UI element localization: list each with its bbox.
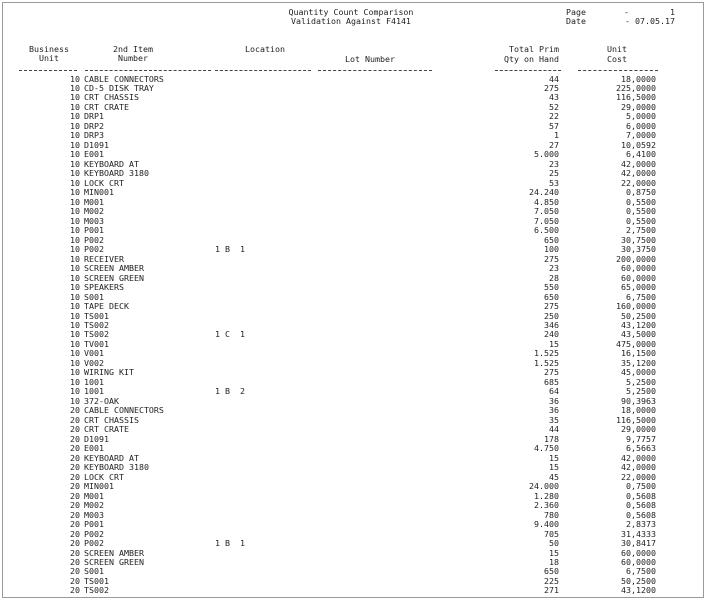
unit-cost-cell: 0,5500 [626,215,656,226]
business-unit-cell: 10 [70,101,80,112]
business-unit-cell: 10 [70,139,80,150]
item-number-cell: V002 [84,357,104,368]
business-unit-cell: 10 [70,272,80,283]
unit-cost-cell: 42,0000 [621,452,656,463]
item-number-cell: TS002 [84,329,109,340]
qty-on-hand-cell: 225 [544,575,559,586]
location-cell: 1 C 1 [215,329,245,340]
business-unit-cell: 10 [70,187,80,198]
qty-on-hand-cell: 44 [549,424,559,435]
item-number-cell: TS002 [84,585,109,596]
item-number-cell: CABLE CONNECTORS [84,405,164,416]
table-row [3,226,703,235]
unit-cost-cell: 6,5663 [626,443,656,454]
item-number-cell: LOCK CRT [84,177,124,188]
table-row [3,217,703,226]
col-business-unit-line2: Unit [39,53,59,63]
qty-on-hand-cell: 5.000 [534,149,559,160]
business-unit-cell: 20 [70,509,80,520]
unit-cost-cell: 90,3963 [621,395,656,406]
unit-cost-cell: 2,7500 [626,225,656,236]
item-number-cell: CRT CRATE [84,424,129,435]
qty-on-hand-cell: 15 [549,462,559,473]
unit-cost-cell: 5,2500 [626,386,656,397]
business-unit-cell: 20 [70,538,80,549]
business-unit-cell: 20 [70,424,80,435]
table-row [3,530,703,539]
qty-on-hand-cell: 4.850 [534,196,559,207]
table-row [3,283,703,292]
business-unit-cell: 10 [70,196,80,207]
qty-on-hand-cell: 57 [549,120,559,131]
item-number-cell: 1001 [84,376,104,387]
qty-on-hand-cell: 4.750 [534,443,559,454]
unit-cost-cell: 7,0000 [626,130,656,141]
qty-on-hand-cell: 9.400 [534,519,559,530]
business-unit-cell: 20 [70,405,80,416]
table-row [3,558,703,567]
item-number-cell: TS002 [84,319,109,330]
item-number-cell: RECEIVER [84,253,124,264]
qty-on-hand-cell: 650 [544,291,559,302]
unit-cost-cell: 60,0000 [621,263,656,274]
unit-cost-cell: 160,0000 [616,301,656,312]
business-unit-cell: 20 [70,575,80,586]
unit-cost-cell: 0,5500 [626,206,656,217]
qty-on-hand-cell: 15 [549,547,559,558]
item-number-cell: P002 [84,538,104,549]
item-number-cell: MIN001 [84,187,114,198]
item-number-cell: DRP1 [84,111,104,122]
business-unit-cell: 10 [70,206,80,217]
business-unit-cell: 20 [70,566,80,577]
table-row [3,520,703,529]
business-unit-cell: 10 [70,376,80,387]
item-number-cell: SCREEN AMBER [84,263,144,274]
table-row [3,349,703,358]
item-number-cell: SPEAKERS [84,282,124,293]
qty-on-hand-cell: 780 [544,509,559,520]
unit-cost-cell: 35,1200 [621,357,656,368]
qty-on-hand-cell: 24.240 [529,187,559,198]
unit-cost-cell: 6,4100 [626,149,656,160]
col-cost-line1: Unit [607,44,627,54]
unit-cost-cell: 6,7500 [626,291,656,302]
item-number-cell: P002 [84,234,104,245]
unit-cost-cell: 42,0000 [621,462,656,473]
unit-cost-cell: 65,0000 [621,282,656,293]
item-number-cell: M003 [84,215,104,226]
qty-on-hand-cell: 100 [544,244,559,255]
business-unit-cell: 10 [70,111,80,122]
business-unit-cell: 20 [70,519,80,530]
table-row [3,340,703,349]
item-number-cell: CRT CHASSIS [84,414,139,425]
business-unit-cell: 10 [70,395,80,406]
item-number-cell: MIN001 [84,481,114,492]
item-number-cell: M002 [84,206,104,217]
business-unit-cell: 10 [70,149,80,160]
qty-on-hand-cell: 23 [549,158,559,169]
page-number: 1 [670,7,675,17]
qty-on-hand-cell: 240 [544,329,559,340]
unit-cost-cell: 6,7500 [626,566,656,577]
qty-on-hand-cell: 1.525 [534,357,559,368]
qty-on-hand-cell: 178 [544,433,559,444]
item-number-cell: LOCK CRT [84,471,124,482]
table-row [3,492,703,501]
business-unit-cell: 10 [70,282,80,293]
col-cost-line2: Cost [607,54,627,64]
qty-on-hand-cell: 550 [544,282,559,293]
item-number-cell: KEYBOARD 3180 [84,168,149,179]
col-lot-number: Lot Number [345,54,395,64]
qty-on-hand-cell: 7.050 [534,206,559,217]
item-number-cell: P002 [84,244,104,255]
unit-cost-cell: 30,3750 [621,244,656,255]
unit-cost-cell: 200,0000 [616,253,656,264]
business-unit-cell: 10 [70,348,80,359]
business-unit-cell: 20 [70,556,80,567]
col-qty-line2: Qty on Hand [504,54,559,64]
unit-cost-cell: 0,8750 [626,187,656,198]
business-unit-cell: 10 [70,177,80,188]
item-number-cell: TS001 [84,310,109,321]
qty-on-hand-cell: 1 [554,130,559,141]
unit-cost-cell: 50,2500 [621,575,656,586]
item-number-cell: E001 [84,443,104,454]
item-number-cell: P002 [84,528,104,539]
table-row [3,198,703,207]
qty-on-hand-cell: 36 [549,405,559,416]
unit-cost-cell: 0,5608 [626,490,656,501]
table-row [3,586,703,595]
business-unit-cell: 20 [70,433,80,444]
unit-cost-cell: 42,0000 [621,168,656,179]
item-number-cell: CRT CHASSIS [84,92,139,103]
business-unit-cell: 10 [70,386,80,397]
item-number-cell: KEYBOARD AT [84,452,139,463]
item-number-cell: KEYBOARD 3180 [84,462,149,473]
item-number-cell: CABLE CONNECTORS [84,73,164,84]
item-number-cell: TV001 [84,338,109,349]
table-row [3,482,703,491]
report-page [2,2,704,598]
business-unit-cell: 10 [70,120,80,131]
separator-cost [578,70,658,71]
item-number-cell: WIRING KIT [84,367,134,378]
unit-cost-cell: 475,0000 [616,338,656,349]
item-number-cell: CD-5 DISK TRAY [84,82,154,93]
unit-cost-cell: 30,8417 [621,538,656,549]
separator-item-number [85,70,211,71]
item-number-cell: SCREEN GREEN [84,556,144,567]
business-unit-cell: 20 [70,414,80,425]
unit-cost-cell: 225,0000 [616,82,656,93]
separator-business-unit [19,70,77,71]
unit-cost-cell: 50,2500 [621,310,656,321]
qty-on-hand-cell: 28 [549,272,559,283]
col-location: Location [245,44,285,54]
business-unit-cell: 20 [70,547,80,558]
qty-on-hand-cell: 36 [549,395,559,406]
separator-qty [495,70,561,71]
report-title: Quantity Count Comparison [288,7,414,17]
col-qty-line1: Total Prim [509,44,559,54]
qty-on-hand-cell: 35 [549,414,559,425]
unit-cost-cell: 30,7500 [621,234,656,245]
business-unit-cell: 10 [70,319,80,330]
unit-cost-cell: 0,7500 [626,481,656,492]
qty-on-hand-cell: 1.525 [534,348,559,359]
business-unit-cell: 20 [70,528,80,539]
unit-cost-cell: 6,0000 [626,120,656,131]
unit-cost-cell: 18,0000 [621,73,656,84]
unit-cost-cell: 22,0000 [621,471,656,482]
qty-on-hand-cell: 1.280 [534,490,559,501]
item-number-cell: D1091 [84,433,109,444]
qty-on-hand-cell: 15 [549,338,559,349]
location-cell: 1 B 1 [215,244,245,255]
item-number-cell: S001 [84,566,104,577]
qty-on-hand-cell: 24.000 [529,481,559,492]
unit-cost-cell: 22,0000 [621,177,656,188]
qty-on-hand-cell: 27 [549,139,559,150]
item-number-cell: M001 [84,490,104,501]
report-subtitle: Validation Against F4141 [291,16,411,26]
qty-on-hand-cell: 52 [549,101,559,112]
date-label: Date [566,16,586,26]
qty-on-hand-cell: 6.500 [534,225,559,236]
table-row [3,435,703,444]
table-row [3,188,703,197]
item-number-cell: TAPE DECK [84,301,129,312]
business-unit-cell: 10 [70,234,80,245]
table-row [3,207,703,216]
item-number-cell: SCREEN AMBER [84,547,144,558]
item-number-cell: P001 [84,225,104,236]
location-cell: 1 B 1 [215,538,245,549]
business-unit-cell: 10 [70,92,80,103]
item-number-cell: DRP2 [84,120,104,131]
item-number-cell: KEYBOARD AT [84,158,139,169]
qty-on-hand-cell: 2.360 [534,500,559,511]
table-row [3,236,703,245]
item-number-cell: V001 [84,348,104,359]
business-unit-cell: 10 [70,329,80,340]
qty-on-hand-cell: 275 [544,253,559,264]
col-item-number-line1: 2nd Item [113,44,153,54]
business-unit-cell: 20 [70,471,80,482]
unit-cost-cell: 42,0000 [621,158,656,169]
table-row [3,501,703,510]
unit-cost-cell: 43,5000 [621,329,656,340]
unit-cost-cell: 60,0000 [621,556,656,567]
item-number-cell: SCREEN GREEN [84,272,144,283]
business-unit-cell: 10 [70,158,80,169]
qty-on-hand-cell: 650 [544,566,559,577]
item-number-cell: M003 [84,509,104,520]
unit-cost-cell: 5,0000 [626,111,656,122]
qty-on-hand-cell: 44 [549,73,559,84]
business-unit-cell: 10 [70,291,80,302]
qty-on-hand-cell: 705 [544,528,559,539]
qty-on-hand-cell: 650 [544,234,559,245]
item-number-cell: P001 [84,519,104,530]
table-row [3,511,703,520]
unit-cost-cell: 43,1200 [621,319,656,330]
qty-on-hand-cell: 275 [544,301,559,312]
item-number-cell: M002 [84,500,104,511]
unit-cost-cell: 5,2500 [626,376,656,387]
qty-on-hand-cell: 53 [549,177,559,188]
unit-cost-cell: 9,7757 [626,433,656,444]
unit-cost-cell: 0,5608 [626,500,656,511]
date-value: - 07.05.17 [625,16,675,26]
col-business-unit-line1: Business [29,44,69,54]
item-number-cell: M001 [84,196,104,207]
qty-on-hand-cell: 43 [549,92,559,103]
unit-cost-cell: 31,4333 [621,528,656,539]
business-unit-cell: 10 [70,130,80,141]
item-number-cell: S001 [84,291,104,302]
separator-lot-number [318,70,432,71]
unit-cost-cell: 60,0000 [621,272,656,283]
business-unit-cell: 20 [70,585,80,596]
business-unit-cell: 10 [70,253,80,264]
table-row [3,103,703,112]
page-label: Page [566,7,586,17]
business-unit-cell: 10 [70,357,80,368]
table-row [3,112,703,121]
location-cell: 1 B 2 [215,386,245,397]
qty-on-hand-cell: 22 [549,111,559,122]
table-row [3,368,703,377]
business-unit-cell: 10 [70,225,80,236]
table-row [3,378,703,387]
qty-on-hand-cell: 685 [544,376,559,387]
unit-cost-cell: 29,0000 [621,101,656,112]
unit-cost-cell: 29,0000 [621,424,656,435]
qty-on-hand-cell: 25 [549,168,559,179]
business-unit-cell: 10 [70,310,80,321]
business-unit-cell: 10 [70,301,80,312]
business-unit-cell: 10 [70,338,80,349]
item-number-cell: TS001 [84,575,109,586]
business-unit-cell: 20 [70,452,80,463]
unit-cost-cell: 43,1200 [621,585,656,596]
item-number-cell: 372-OAK [84,395,119,406]
unit-cost-cell: 0,5608 [626,509,656,520]
business-unit-cell: 20 [70,462,80,473]
col-item-number-line2: Number [118,53,148,63]
unit-cost-cell: 10,0592 [621,139,656,150]
qty-on-hand-cell: 23 [549,263,559,274]
qty-on-hand-cell: 64 [549,386,559,397]
unit-cost-cell: 60,0000 [621,547,656,558]
item-number-cell: E001 [84,149,104,160]
qty-on-hand-cell: 45 [549,471,559,482]
item-number-cell: DRP3 [84,130,104,141]
business-unit-cell: 20 [70,490,80,501]
unit-cost-cell: 0,5500 [626,196,656,207]
table-row [3,122,703,131]
qty-on-hand-cell: 7.050 [534,215,559,226]
qty-on-hand-cell: 346 [544,319,559,330]
business-unit-cell: 10 [70,367,80,378]
business-unit-cell: 10 [70,215,80,226]
qty-on-hand-cell: 50 [549,538,559,549]
business-unit-cell: 10 [70,82,80,93]
qty-on-hand-cell: 275 [544,367,559,378]
business-unit-cell: 20 [70,481,80,492]
unit-cost-cell: 45,0000 [621,367,656,378]
separator-location [215,70,311,71]
unit-cost-cell: 116,5000 [616,92,656,103]
table-row [3,141,703,150]
business-unit-cell: 10 [70,73,80,84]
item-number-cell: 1001 [84,386,104,397]
business-unit-cell: 20 [70,443,80,454]
business-unit-cell: 10 [70,168,80,179]
unit-cost-cell: 2,8373 [626,519,656,530]
business-unit-cell: 20 [70,500,80,511]
qty-on-hand-cell: 250 [544,310,559,321]
unit-cost-cell: 18,0000 [621,405,656,416]
qty-on-hand-cell: 15 [549,452,559,463]
qty-on-hand-cell: 275 [544,82,559,93]
page-separator: - [624,7,629,17]
business-unit-cell: 10 [70,263,80,274]
item-number-cell: D1091 [84,139,109,150]
unit-cost-cell: 16,1500 [621,348,656,359]
item-number-cell: CRT CRATE [84,101,129,112]
unit-cost-cell: 116,5000 [616,414,656,425]
business-unit-cell: 10 [70,244,80,255]
qty-on-hand-cell: 271 [544,585,559,596]
qty-on-hand-cell: 18 [549,556,559,567]
